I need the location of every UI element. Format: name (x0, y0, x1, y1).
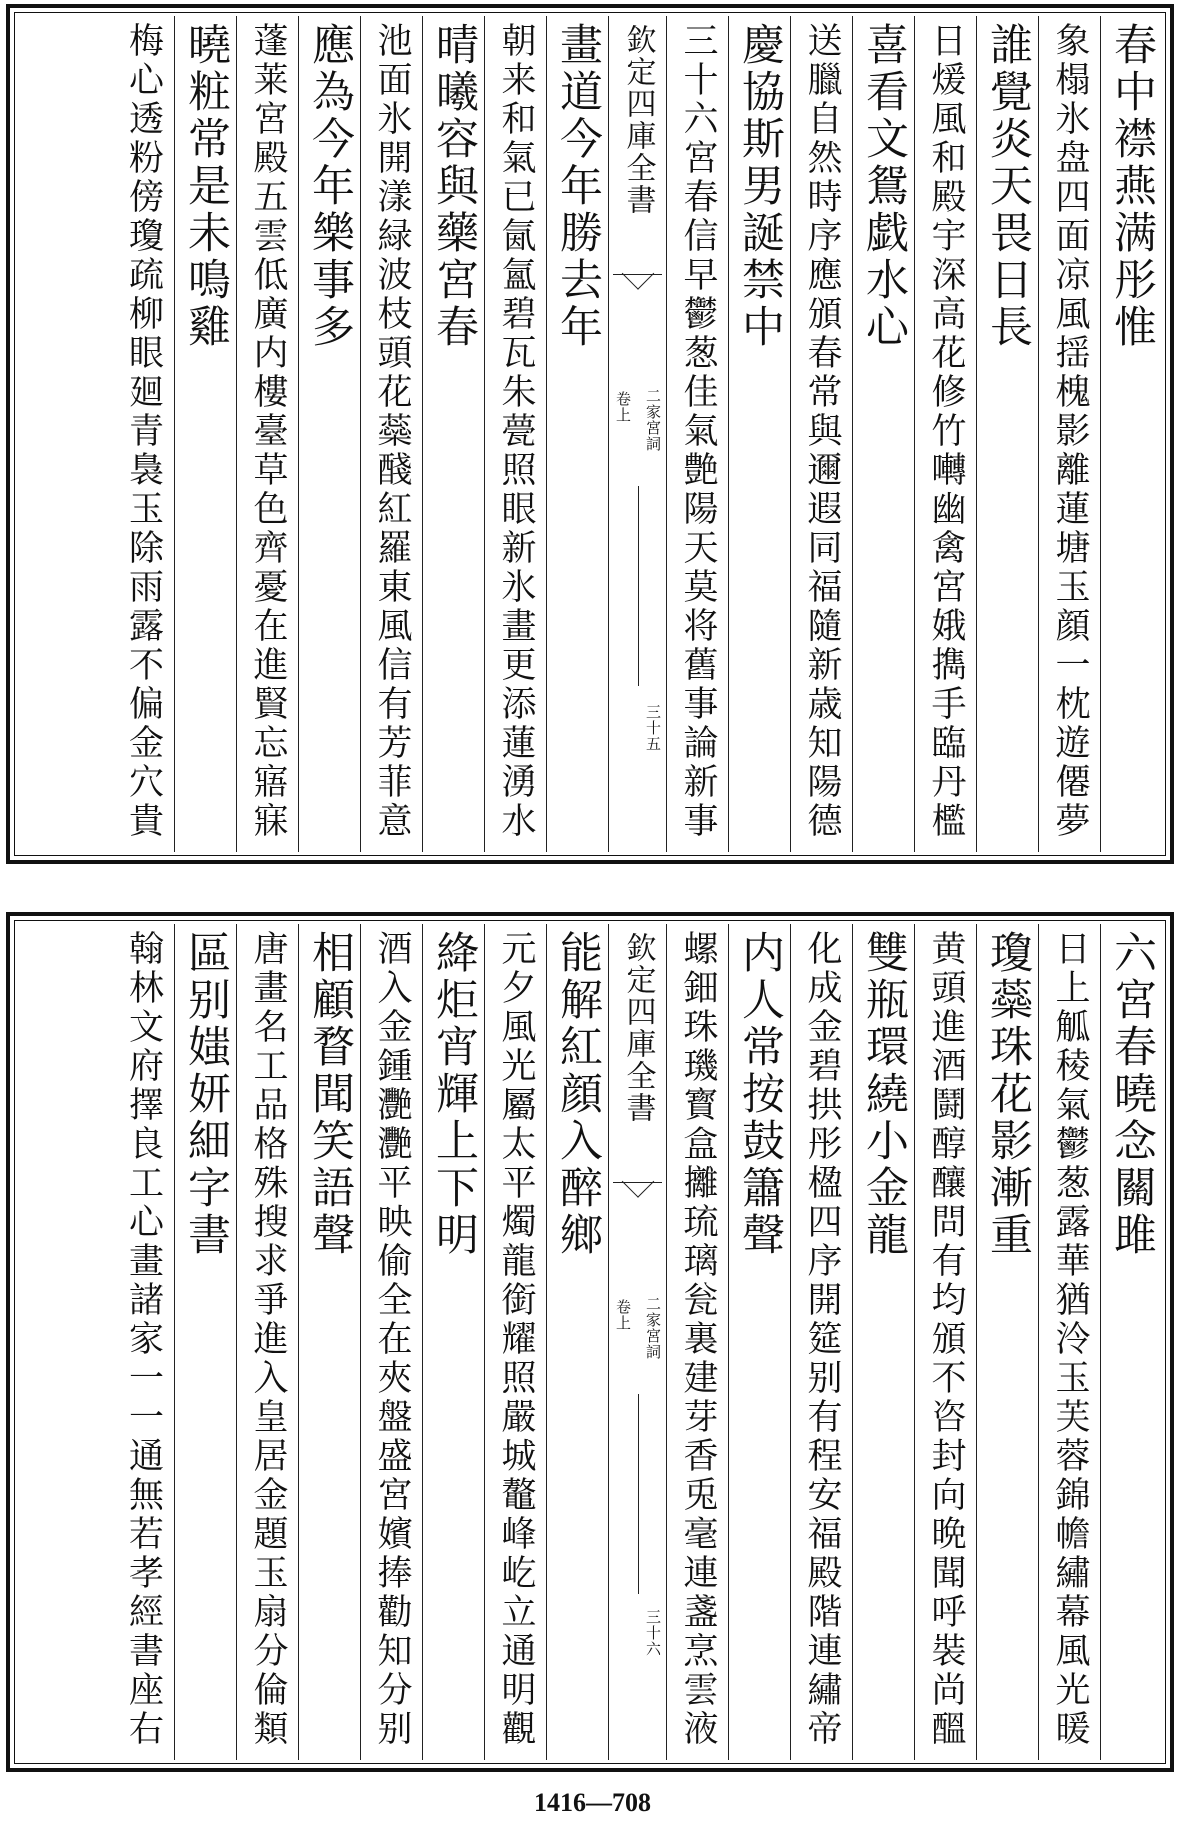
text-column (852, 924, 914, 1760)
text-column (666, 924, 728, 1760)
center-rule (638, 486, 639, 686)
juan-label: 卷上 (614, 391, 632, 423)
column-text: 慶協斯男誕禁中 (735, 22, 785, 351)
text-column (422, 16, 484, 852)
page-number: 三十六 (644, 1609, 662, 1657)
text-column (914, 924, 976, 1760)
column-text: 六宮春曉念關雎 (1107, 930, 1157, 1259)
page-bottom (6, 912, 1174, 1772)
book-title: 二家宮詞 (644, 388, 662, 452)
text-column (546, 16, 608, 852)
text-column (484, 16, 546, 852)
text-column (1100, 924, 1162, 1760)
column-text: 元夕風光屬太平燭龍銜耀照嚴城鼇峰屹立通明觀 (496, 930, 536, 1749)
text-column (174, 924, 236, 1760)
center-fold-column (608, 924, 666, 1760)
text-column (236, 924, 298, 1760)
text-column (976, 16, 1038, 852)
text-column (1038, 16, 1100, 852)
column-text: 池面氷開漾緑波枝頭花蘂醆紅羅東風信有芳菲意 (372, 22, 412, 841)
text-column (1100, 16, 1162, 852)
column-text: 内人常按鼓簫聲 (735, 930, 785, 1259)
text-column (484, 924, 546, 1760)
column-text: 朝来和氣已氤氳碧瓦朱甍照眼新氷畫更添蓮湧水 (496, 22, 536, 841)
text-column (298, 924, 360, 1760)
column-text: 曉粧常是未鳴雞 (181, 22, 231, 351)
column-text: 日煖風和殿宇深高花修竹囀幽禽宮娥擕手臨丹檻 (926, 22, 966, 841)
text-column (422, 924, 484, 1760)
column-text: 雙瓶環繞小金龍 (859, 930, 909, 1259)
text-column (790, 16, 852, 852)
columns-container (18, 16, 1162, 852)
library-title: 欽定四庫全書 (620, 932, 656, 1124)
column-text: 化成金碧拱彤楹四序開筵别有程安福殿階連繡帝 (802, 930, 842, 1749)
column-text: 日上觚稜氣鬱葱露華猶泠玉芙蓉錦幨繡幕風光暖 (1050, 930, 1090, 1749)
juan-label: 卷上 (614, 1299, 632, 1331)
text-column (112, 16, 174, 852)
fish-tail-mark (613, 274, 662, 304)
column-text: 唐畫名工品格殊搜求爭進入皇居金題玉扇分倫類 (248, 930, 288, 1749)
column-text: 畫道今年勝去年 (553, 22, 603, 351)
fish-tail-mark (613, 1182, 662, 1212)
column-text: 三十六宮春信早鬱葱佳氣艶陽天莫将舊事論新事 (678, 22, 718, 841)
text-column (790, 924, 852, 1760)
column-text: 送臘自然時序應頒春常與邇遐同福隨新歳知陽德 (802, 22, 842, 841)
center-fold-column (608, 16, 666, 852)
column-text: 能解紅顔入醉鄉 (553, 930, 603, 1259)
column-text: 螺鈿珠璣寳盒攡琉璃瓮裏建芽香兎毫連盞烹雲液 (678, 930, 718, 1749)
text-column (728, 16, 790, 852)
column-text: 晴曦容與藥宮春 (429, 22, 479, 351)
page-number: 三十五 (644, 704, 662, 752)
column-text: 絳炬宵輝上下明 (429, 930, 479, 1259)
text-column (174, 16, 236, 852)
column-text: 喜看文鴛戯水心 (859, 22, 909, 351)
text-column (546, 924, 608, 1760)
text-column (236, 16, 298, 852)
column-text: 蓬莱宮殿五雲低廣内樓臺草色齊憂在進賢忘寤寐 (248, 22, 288, 841)
column-text: 瓊蘂珠花影漸重 (983, 930, 1033, 1259)
column-text: 春中襟燕满彤惟 (1107, 22, 1157, 351)
book-title: 二家宮詞 (644, 1296, 662, 1360)
text-column (914, 16, 976, 852)
column-text: 象榻氷盘四面凉風揺槐影離蓮塘玉顔一枕遊僊夢 (1050, 22, 1090, 841)
column-text: 酒入金鍾灧灧平映偷全在夾盤盛宮嬪捧勸知分别 (372, 930, 412, 1749)
library-title: 欽定四庫全書 (620, 24, 656, 216)
text-column (728, 924, 790, 1760)
column-text: 應為今年樂事多 (305, 22, 355, 351)
text-column (360, 924, 422, 1760)
column-text: 黄頭進酒鬪醇釀問有均頒不咨封向晩聞呼裝尚醞 (926, 930, 966, 1749)
text-column (360, 16, 422, 852)
column-text: 相顧瞀聞笑語聲 (305, 930, 355, 1259)
columns-container (18, 924, 1162, 1760)
column-text: 翰林文府擇良工心畫諸家一一通無若孝經書座右 (123, 930, 164, 1749)
page-top (6, 4, 1174, 864)
text-column (976, 924, 1038, 1760)
column-text: 區别媸妍細字書 (181, 930, 231, 1259)
text-column (1038, 924, 1100, 1760)
center-rule (638, 1394, 639, 1594)
text-column (666, 16, 728, 852)
footer-page-reference: 1416—708 (534, 1788, 651, 1817)
text-column (298, 16, 360, 852)
text-column (852, 16, 914, 852)
column-text: 梅心透粉傍瓊疏柳眼廻青裊玉除雨露不偏金穴貴 (123, 22, 164, 841)
column-text: 誰覺炎天畏日長 (983, 22, 1033, 351)
text-column (112, 924, 174, 1760)
